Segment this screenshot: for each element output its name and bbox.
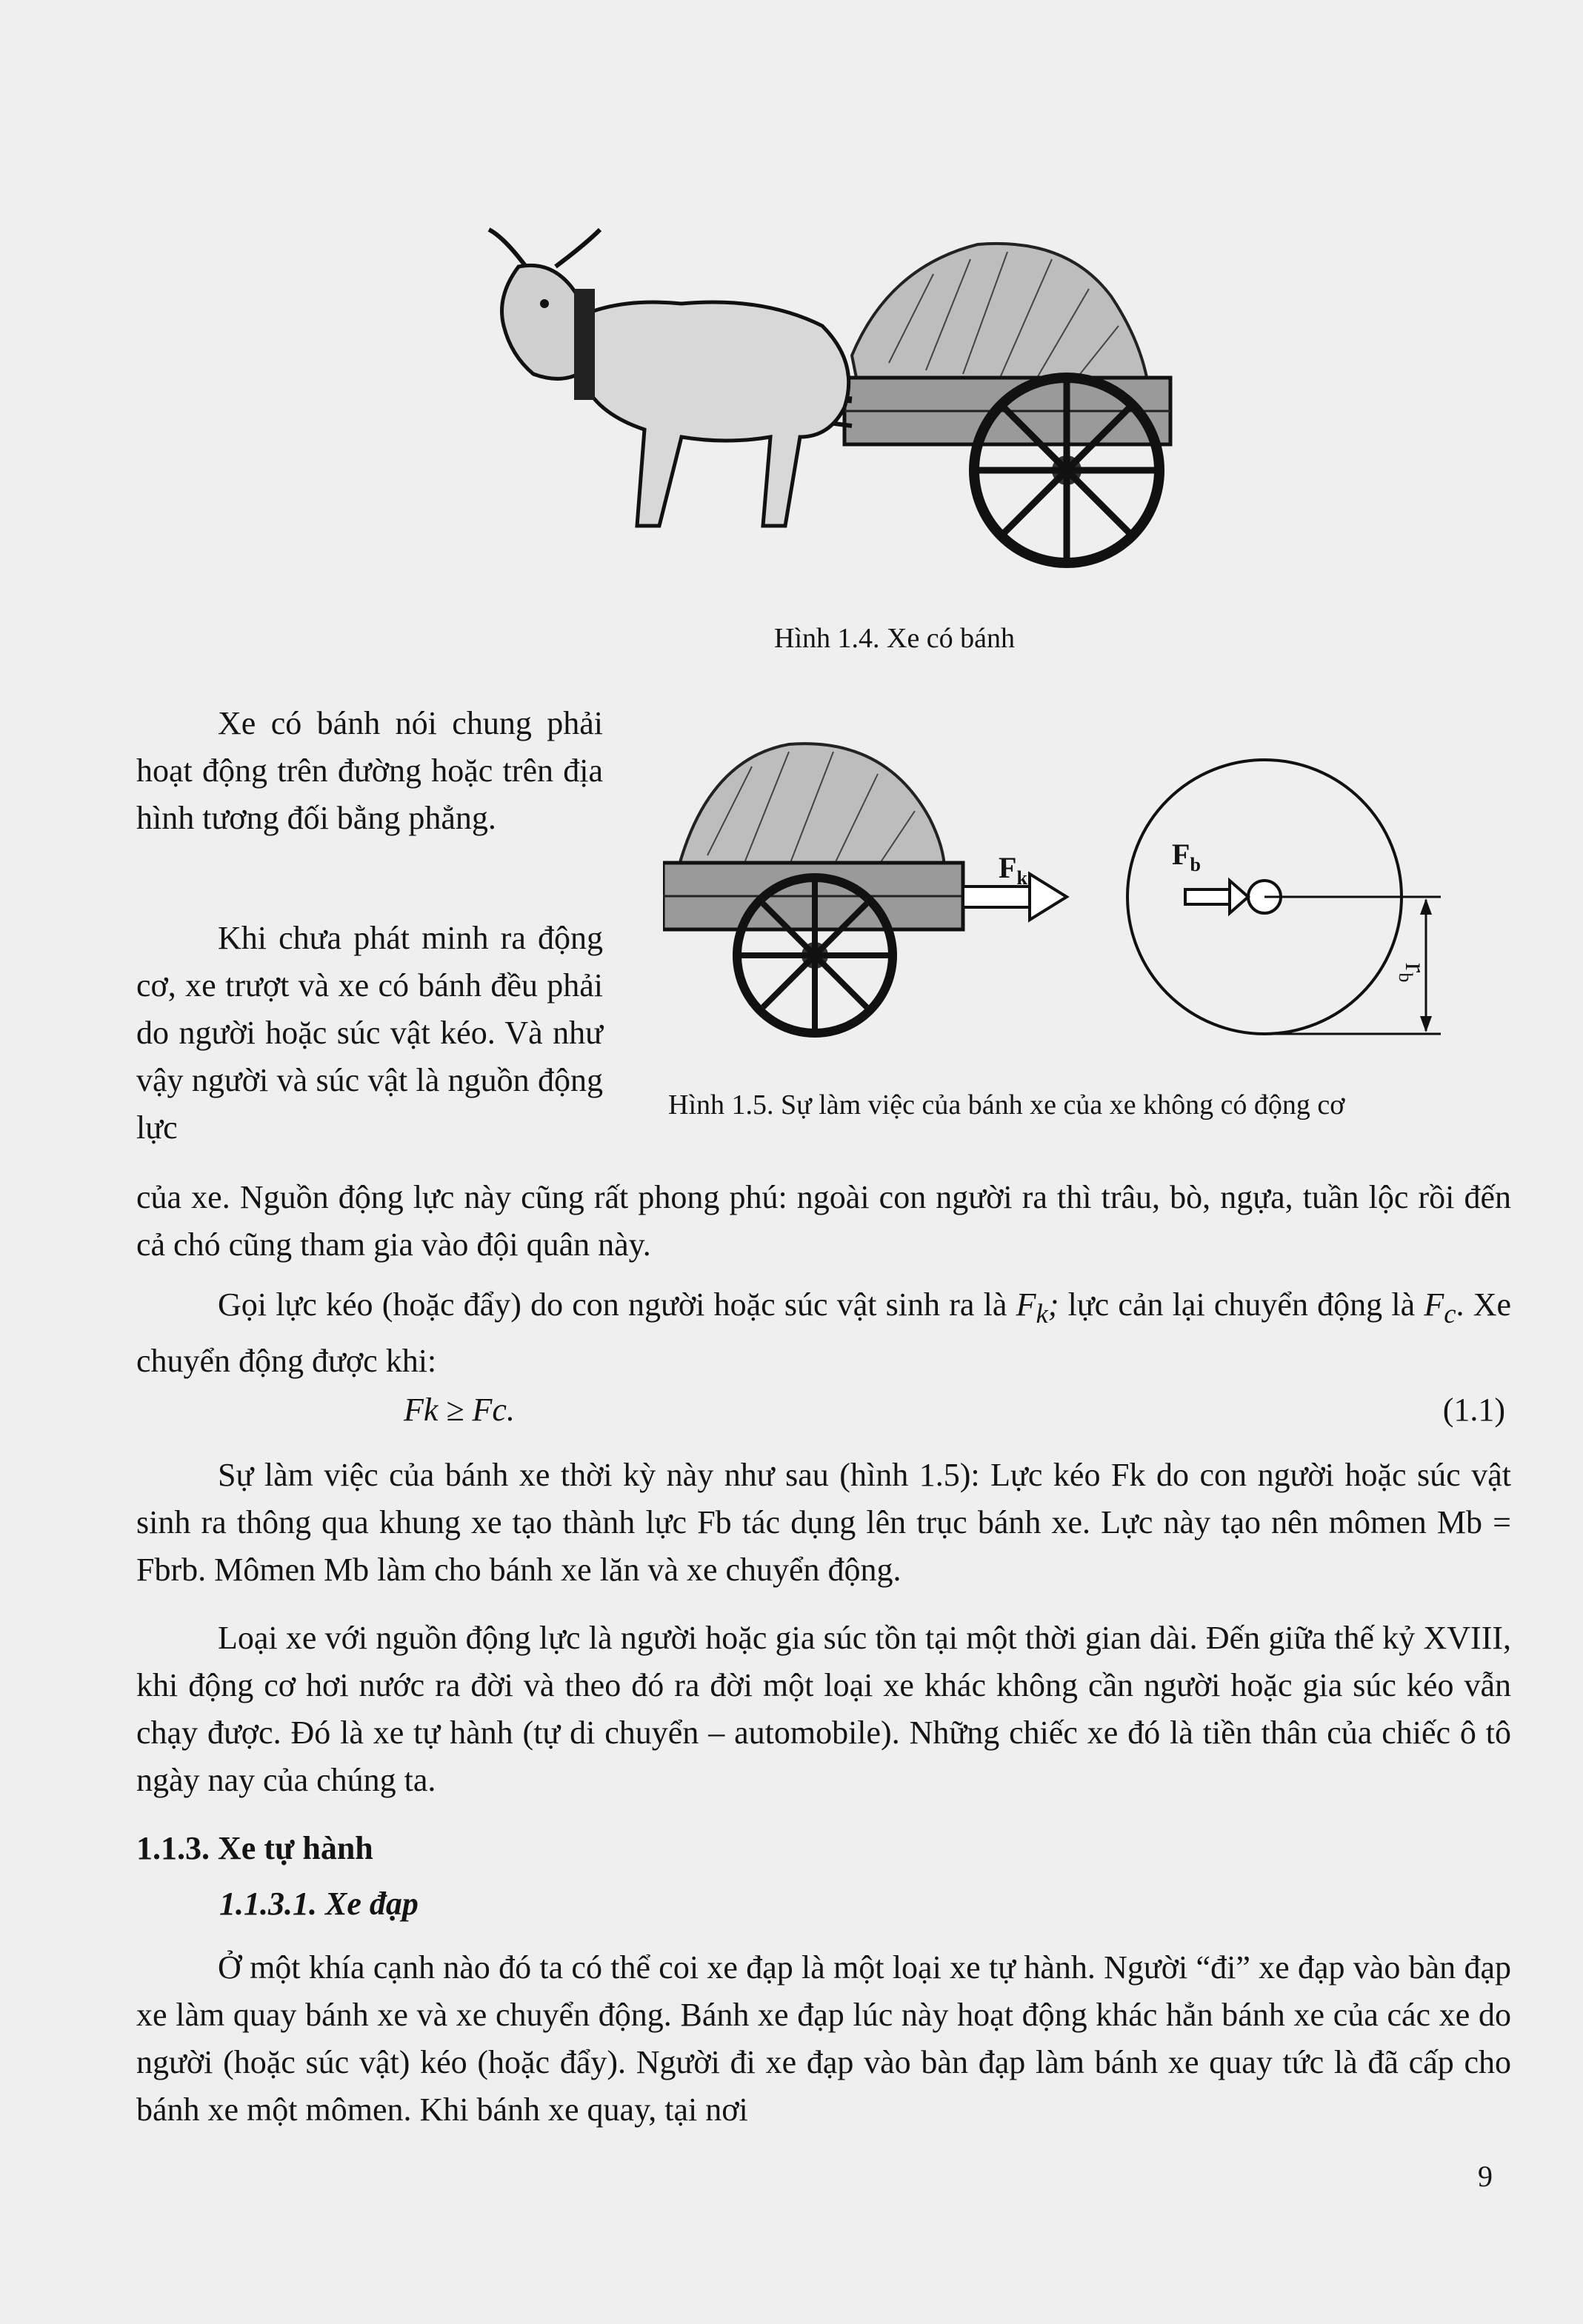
figure-1-4-caption: Hình 1.4. Xe có bánh [774,623,1016,654]
formula-1-1: Fk ≥ Fc. [404,1392,515,1428]
page-number: 9 [1478,2160,1493,2193]
paragraph-before-engine: Khi chưa phát minh ra động cơ, xe trượt và xe có bánh đều phải do người hoặc súc vật kéo. Và như vậy người và súc vật là nguồn động lực [136,920,603,1146]
paragraph-wheeled-vehicle: Xe có bánh nói chung phải hoạt động trên đường hoặc trên địa hình tương đối bằng phẳng. [136,705,603,836]
label-rb: $r_b$ [1395,963,1433,983]
equation-number: (1.1) [1442,1392,1505,1428]
label-fb: $F_b$ [1172,838,1201,875]
ox-cart-illustration [415,215,1252,585]
label-fk: $F_k$ [999,851,1027,889]
wheel-force-diagram [663,729,1500,1078]
paragraph-traction-force: Gọi lực kéo (hoặc đẩy) do con người hoặc súc vật sinh ra là $F_k$; lực cản lại chuyển động là $F_c$. Xe chuyển động được khi: [136,1286,1512,1379]
paragraph-wheel-working: Sự làm việc của bánh xe thời kỳ này như sau (hình 1.5): Lực kéo Fk do con người hoặc súc vật sinh ra thông qua khung xe tạo thành lực Fb tác dụng lên trục bánh xe. Lực này tạo nên mômen Mb = Fbrb. Mômen Mb làm cho bánh xe lăn và xe chuyển động. [136,1457,1511,1588]
paragraph-history: Loại xe với nguồn động lực là người hoặc gia súc tồn tại một thời gian dài. Đến giữa thế kỷ XVIII, khi động cơ hơi nước ra đời và theo đó ra đời một loại xe khác không cần người hoặc gia súc kéo vẫn chạy được. Đó là xe tự hành (tự di chuyển – automobile). Những chiếc xe đó là tiền thân của chiếc ô tô ngày nay của chúng ta. [136,1620,1511,1798]
subsection-heading-1-1-3-1: 1.1.3.1. Xe đạp [219,1886,419,1922]
section-heading-1-1-3: 1.1.3. Xe tự hành [136,1830,373,1866]
paragraph-bicycle: Ở một khía cạnh nào đó ta có thể coi xe đạp là một loại xe tự hành. Người “đi” xe đạp vào bàn đạp xe làm quay bánh xe và xe chuyển động. Bánh xe đạp lúc này hoạt động khác hẳn bánh xe của các xe do người (hoặc súc vật) kéo (hoặc đẩy). Người đi xe đạp vào bàn đạp làm bánh xe quay tức là đã cấp cho bánh xe một mômen. Khi bánh xe quay, tại nơi [136,1949,1511,2128]
figure-1-5-caption: Hình 1.5. Sự làm việc của bánh xe của xe không có động cơ [668,1089,1345,1121]
paragraph-power-source: của xe. Nguồn động lực này cũng rất phong phú: ngoài con người ra thì trâu, bò, ngựa, tuần lộc rồi đến cả chó cũng tham gia vào đội quân này. [136,1179,1511,1263]
